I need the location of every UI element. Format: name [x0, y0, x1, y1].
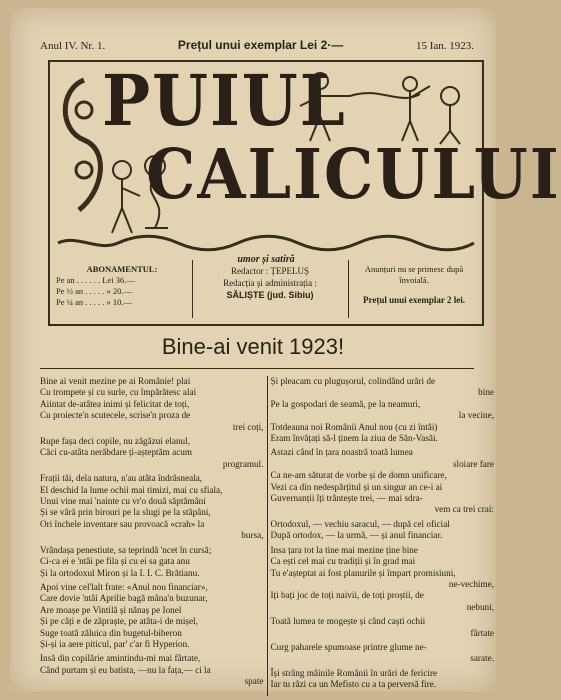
verse-line: Vrândașa penestiute, sa teprindă 'ncet în cursă; — [40, 544, 212, 555]
issue-date: 15 Ian. 1923. — [415, 40, 474, 52]
verse-line: Cu trompete și cu surle, cu împărătesc alai — [40, 387, 197, 398]
verse-line: Ortodoxul, — vechiu saracul, — după cel oficial — [270, 518, 450, 529]
subscription-box — [56, 264, 188, 308]
stanza — [271, 616, 495, 639]
issue-number: Anul IV. Nr. 1. — [40, 40, 106, 52]
verse-line: Curg paharele spumoase printre glume ne- — [270, 641, 427, 652]
verse-line: După ortodox, — la urmă, — și anul financiar. — [270, 530, 443, 541]
verse-line: Care dovie 'ntâi Aprilie bagă mâna'n buzunar, — [40, 593, 208, 604]
verse-line: Ori închele inventare sau provoacă «crah» la — [40, 518, 205, 529]
article-right-column — [271, 376, 495, 696]
title-line-2: CALICULUI — [146, 134, 561, 215]
verse-line: Căci cu-atâta nerăbdare ți-așteptăm acum — [40, 447, 193, 458]
verse-line: Când purtam și eu batista, —nu la fața,— ci la — [40, 664, 211, 675]
verse-line: El deschid la lume ochii mai timizi, mai cu sfiala, — [40, 484, 223, 495]
verse-continuation: bursa, — [241, 530, 264, 541]
verse-continuation: la vecine, — [458, 410, 494, 421]
masthead-subtitle: umor și satiră — [237, 254, 295, 265]
box-separator-left — [192, 260, 193, 318]
verse-line: Totdeauna noi Românii Anul nou (cu zi întâi) — [270, 421, 438, 432]
stanza — [271, 447, 495, 515]
verse-line: Rupe fașa deci copile, nu zăgăzui elanul, — [40, 436, 190, 447]
verse-continuation: sloiare fare — [452, 458, 494, 469]
verse-continuation: nebuni, — [466, 601, 494, 612]
verse-line: Și se vâră prin birouri pe la slugi pe la stăpâni, — [40, 507, 211, 518]
stanza — [271, 519, 495, 542]
verse-line: Insa țara tot la tine mai mezine ține bine — [270, 544, 418, 555]
article-columns — [40, 376, 494, 696]
ornament-divider — [58, 234, 474, 252]
verse-line: Iar tu râzi ca un Mefisto cu a ta perversă fire. — [270, 679, 437, 690]
verse-continuation: ne-vechime, — [448, 578, 494, 589]
verse-line: Astazi când în țara noastră toată lumea — [270, 447, 413, 458]
verse-line: Apoi vine cel'lalt frate: «Anul nou financiar», — [40, 581, 208, 592]
stanza — [271, 668, 495, 691]
headline-rule — [40, 368, 474, 369]
verse-continuation: vem ca trei crai: — [434, 504, 494, 515]
verse-continuation: bine — [478, 387, 494, 398]
stanza — [271, 545, 495, 613]
verse-continuation: spate — [244, 676, 264, 687]
issue-line — [40, 38, 474, 52]
ads-box — [352, 264, 476, 306]
editorial-place: SĂLIȘTE (jud. Sibiu) — [226, 290, 314, 300]
stanza — [40, 582, 264, 650]
verse-line: Și pleacam cu plugușorul, colindând urări de — [270, 376, 436, 386]
newspaper-page — [10, 8, 561, 692]
article-left-column — [40, 376, 264, 696]
verse-line: Și pe câți e de zăpraște, pe atâta-i de mișel, — [40, 616, 198, 627]
stanza — [40, 545, 264, 579]
verse-line: Bine ai venit mezine pe ai Românie! plai — [40, 376, 191, 386]
verse-line: Insă din copilărie amintindu-mi mai fârtate, — [40, 653, 201, 664]
editorial-box — [200, 265, 340, 301]
verse-line: Guvernanții îți trântește trei, — mai sdra- — [270, 493, 423, 504]
verse-line: Pe la gospodari de seamă, pe la neamuri, — [270, 398, 421, 409]
verse-continuation: sarate. — [470, 653, 494, 664]
stanza — [40, 653, 264, 687]
verse-continuation: programul. — [222, 458, 264, 469]
verse-line: Și la ortodoxul Miron și la I. I. C. Brătianu. — [40, 567, 200, 578]
issue-price: Prețul unui exemplar Lei 2·— — [177, 38, 344, 52]
ads-notice: Anunțuri nu se primesc după învoială. — [364, 264, 464, 285]
verse-line: Unui vine mai 'nainte cu vr'o două săptămâni — [40, 496, 206, 507]
verse-line: Vezi ca din nedespărțitul și un singur an ce-i ai — [270, 481, 443, 492]
subscription-row: Pe ½ an . . . . . » 20.— — [56, 286, 133, 296]
stanza — [271, 376, 495, 444]
stanza — [40, 436, 264, 470]
verse-line: Își strâng mâinile Românii în urări de fericire — [270, 667, 438, 678]
ads-price: Prețul unui exemplar 2 lei. — [363, 295, 465, 305]
stanza — [271, 642, 495, 665]
verse-line: Aiintat de-atâtea inimi și felicitat de toți, — [40, 398, 190, 409]
verse-line: Suge toată zăluica din bugetul-biberon — [40, 627, 182, 638]
verse-line: Ci-ca ei e 'ntâi pe fila și cu ei sa gata anu — [40, 556, 190, 567]
article-headline: Bine-ai venit 1923! — [161, 334, 345, 359]
verse-line: Ca ne-am săturat de vorbe și de domn unificare, — [270, 470, 447, 481]
verse-continuation: trei coți, — [232, 421, 264, 432]
verse-line: Are moașe pe Vintilă și nănaș pe Ionel — [40, 604, 182, 615]
verse-line: Ca ești cel mai cu tradiții și în grad mai — [270, 556, 416, 567]
stanza — [40, 376, 264, 433]
subscription-heading: ABONAMENTUL: — [86, 264, 158, 274]
box-separator-right — [348, 260, 349, 318]
masthead — [48, 60, 561, 326]
column-separator — [267, 376, 268, 696]
editor-name: Redactor : ȚEPELUȘ — [231, 266, 309, 276]
title-line-1: PUIUL — [102, 60, 347, 143]
subscription-row: Pe ¼ an . . . . . » 10.— — [56, 297, 133, 307]
verse-line: Iți bați joc de toți naivii, de toți proștii, de — [270, 590, 424, 601]
stanza — [40, 473, 264, 541]
subscription-row: Pe an . . . . . . Lei 36.— — [56, 275, 135, 285]
verse-line: Și-și ia aere piticul, par' c'ar fi Hyperion. — [40, 638, 190, 649]
verse-line: Tu e'așteptat ai fost planurile și împart promisiuni, — [270, 567, 456, 578]
verse-line: Toată lumea te mogește și când caști ochii — [270, 616, 426, 627]
verse-continuation: fârtate — [470, 627, 494, 638]
editorial-office-label: Redacția și administrația : — [223, 278, 317, 288]
verse-line: Frații tăi, dela natura, n'au atâta îndrăsneala, — [40, 473, 203, 484]
verse-line: Cu proiecte'n scutecele, scrise'n proza de — [40, 410, 191, 421]
verse-line: Eram învățați să-l ținem la ziua de Săn-Vasăi. — [270, 433, 438, 444]
